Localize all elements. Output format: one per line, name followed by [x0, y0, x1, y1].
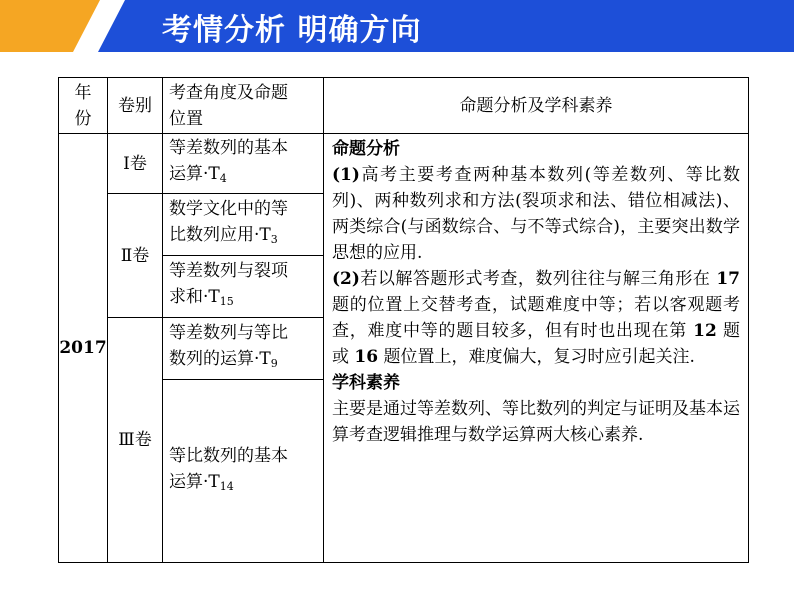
- literacy-heading: 学科素养: [332, 373, 400, 393]
- analysis-paragraph-2: (2)若以解答题形式考查，数列往往与解三角形在 17 题的位置上交替考查，试题难度中等；若以客观题考查，难度中等的题目较多，但有时也出现在第 12 题或 16 题位置上，难度偏大，复习时应引起关注.: [332, 269, 740, 367]
- angle-cell: 等差数列与裂项 求和$\cdot T_{15}$: [163, 256, 324, 318]
- table-header-row: [59, 78, 749, 134]
- literacy-paragraph: 主要是通过等差数列、等比数列的判定与证明及基本运算考查逻辑推理与数学运算两大核心素养.: [332, 399, 740, 445]
- juan-2: Ⅱ卷: [108, 194, 163, 318]
- angle-cell: 等差数列与等比 数列的运算$\cdot T_9$: [163, 318, 324, 380]
- header-year: 年 份: [59, 78, 108, 134]
- juan-1: Ⅰ卷: [108, 134, 163, 194]
- header-juan: 卷别: [108, 78, 163, 134]
- angle-cell: 等差数列的基本 运算$\cdot T_4$: [163, 134, 324, 194]
- table-row: [59, 134, 749, 194]
- header-angle: 考查角度及命题 位置: [163, 78, 324, 134]
- page-title: 考情分析 明确方向: [162, 13, 422, 48]
- juan-3: Ⅲ卷: [108, 318, 163, 563]
- header-analysis: 命题分析及学科素养: [324, 78, 749, 134]
- title-banner: [0, 0, 794, 52]
- angle-cell: 数学文化中的等 比数列应用$\cdot T_3$: [163, 194, 324, 256]
- exam-analysis-table: [58, 77, 749, 563]
- analysis-paragraph-1: (1)高考主要考查两种基本数列(等差数列、等比数列)、两种数列求和方法(裂项求和法、错位相减法)、两类综合(与函数综合、与不等式综合)，主要突出数学思想的应用.: [332, 165, 740, 263]
- analysis-heading: 命题分析: [332, 139, 400, 159]
- analysis-cell: [324, 134, 749, 563]
- angle-cell: 等比数列的基本 运算$\cdot T_{14}$: [163, 380, 324, 563]
- year-cell: 2017: [59, 134, 108, 563]
